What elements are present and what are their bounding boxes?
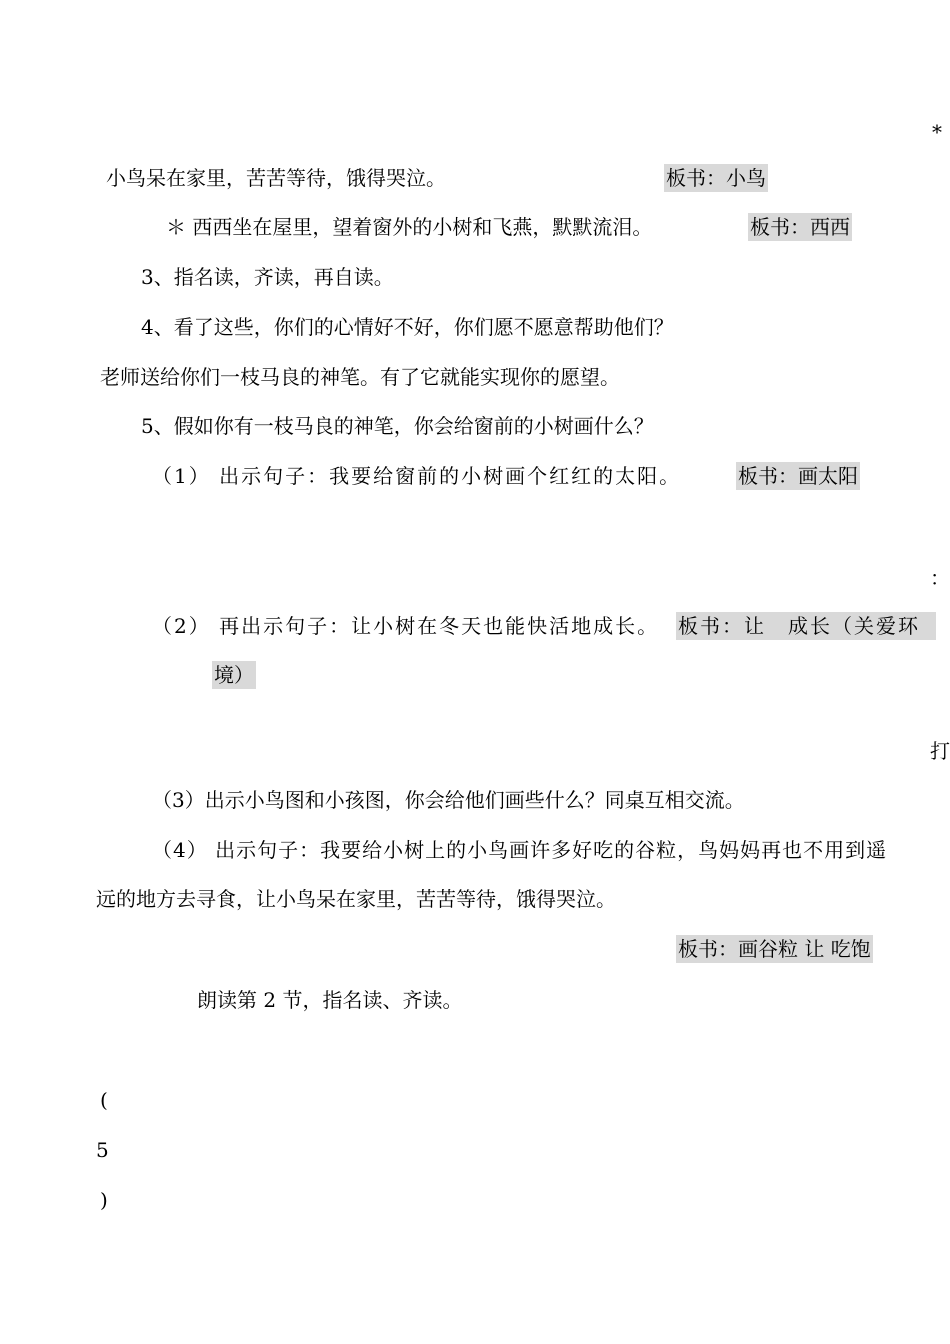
text-line-7: （1） 出示句子：我要给窗前的小树画个红红的太阳。	[152, 464, 682, 488]
board-note-3: 板书：画太阳	[738, 464, 858, 488]
board-note-1: 板书：小鸟	[666, 166, 766, 190]
text-line-5: 老师送给你们一枝马良的神笔。有了它就能实现你的愿望。	[100, 365, 620, 389]
board-note-4: 板书：让 成长（关爱环	[676, 612, 936, 640]
text-line-4: 4、看了这些，你们的心情好不好，你们愿不愿意帮助他们？	[141, 315, 674, 339]
board-note-5: 板书：画谷粒 让 吃饱	[678, 937, 871, 961]
text-line-12: 朗读第 2 节，指名读、齐读。	[197, 988, 463, 1012]
paren-open: (	[100, 1088, 108, 1112]
text-line-8: （2） 再出示句子：让小树在冬天也能快活地成长。	[152, 614, 660, 638]
text-line-3: 3、指名读，齐读，再自读。	[141, 265, 394, 289]
board-note-4-continued: 境）	[214, 663, 254, 687]
paren-close: )	[100, 1188, 108, 1212]
edge-character: 打	[930, 739, 950, 763]
colon-mark: ：	[930, 566, 950, 590]
text-line-6: 5、假如你有一枝马良的神笔，你会给窗前的小树画什么？	[141, 414, 654, 438]
star-mark: *	[932, 120, 942, 144]
board-note-2: 板书：西西	[750, 215, 850, 239]
text-line-1: 小鸟呆在家里，苦苦等待，饿得哭泣。	[106, 166, 446, 190]
text-line-11: 远的地方去寻食，让小鸟呆在家里，苦苦等待，饿得哭泣。	[96, 887, 616, 911]
text-line-9: （3）出示小鸟图和小孩图，你会给他们画些什么？同桌互相交流。	[152, 788, 745, 812]
text-line-2: ＊ 西西坐在屋里，望着窗外的小树和飞燕，默默流泪。	[166, 215, 653, 239]
number-five: 5	[96, 1138, 109, 1162]
text-line-10: （4） 出示句子：我要给小树上的小鸟画许多好吃的谷粒，鸟妈妈再也不用到遥	[152, 838, 888, 862]
